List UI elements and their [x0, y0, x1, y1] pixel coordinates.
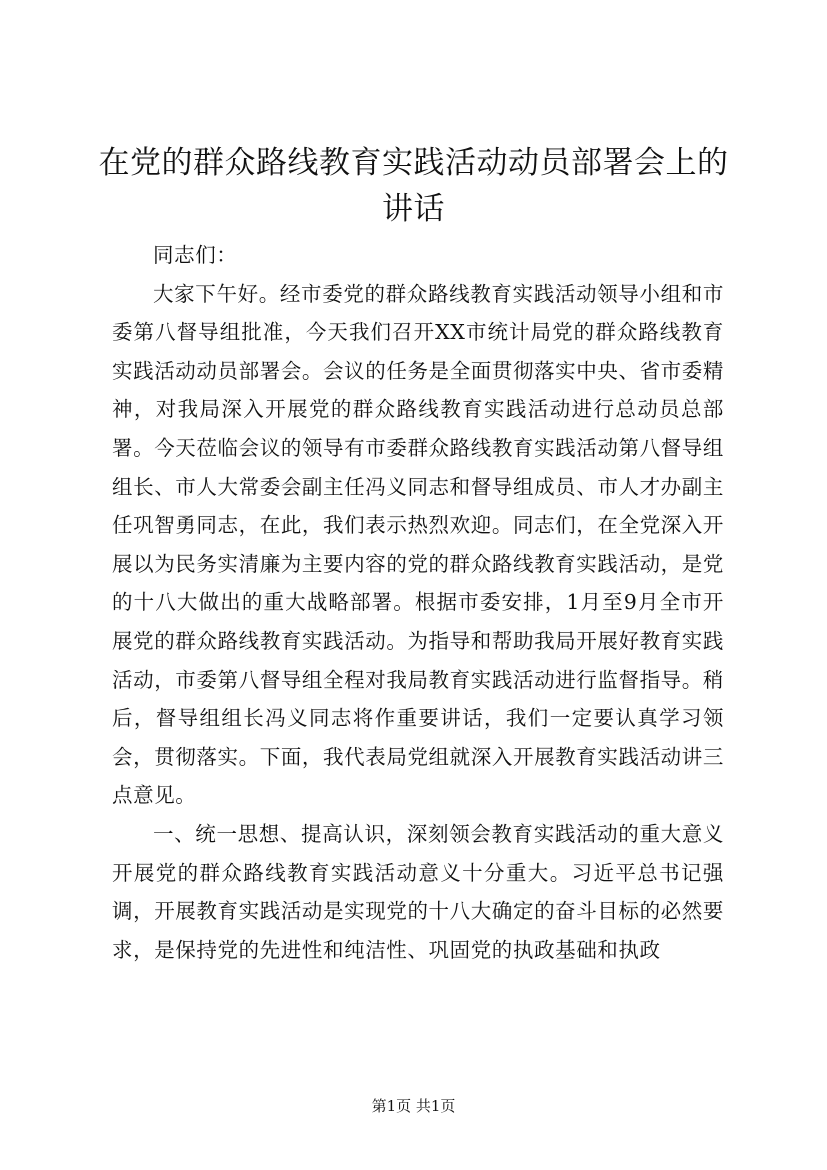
document-title-line-1: 在党的群众路线教育实践活动动员部署会上的	[98, 145, 729, 181]
salutation: 同志们：	[153, 243, 238, 267]
body-paragraph-2: 一、统一思想、提高认识，深刻领会教育实践活动的重大意义开展党的群众路线教育实践活动意义十分重大。习近平总书记强调，开展教育实践活动是实现党的十八大确定的奋斗目标的必然要求，是保持党的先进性和纯洁性、巩固党的执政基础和执政	[112, 821, 724, 962]
page-footer: 第1页 共1页	[371, 1097, 456, 1115]
document-title	[90, 140, 737, 232]
body-paragraph-1: 大家下午好。经市委党的群众路线教育实践活动领导小组和市委第八督导组批准，今天我们召开XX市统计局党的群众路线教育实践活动动员部署会。会议的任务是全面贯彻落实中央、省市委精神，对我局深入开展党的群众路线教育实践活动进行总动员总部署。今天莅临会议的领导有市委群众路线教育实践活动第八督导组组长、市人大常委会副主任冯义同志和督导组成员、市人才办副主任巩智勇同志，在此，我们表示热烈欢迎。同志们，在全党深入开展以为民务实清廉为主要内容的党的群众路线教育实践活动，是党的十八大做出的重大战略部署。根据市委安排，1月至9月全市开展党的群众路线教育实践活动。为指导和帮助我局开展好教育实践活动，市委第八督导组全程对我局教育实践活动进行监督指导。稍后，督导组组长冯义同志将作重要讲话，我们一定要认真学习领会，贯彻落实。下面，我代表局党组就深入开展教育实践活动讲三点意见。	[112, 281, 724, 808]
document-body	[112, 236, 724, 969]
document-title-line-2: 讲话	[382, 191, 445, 227]
